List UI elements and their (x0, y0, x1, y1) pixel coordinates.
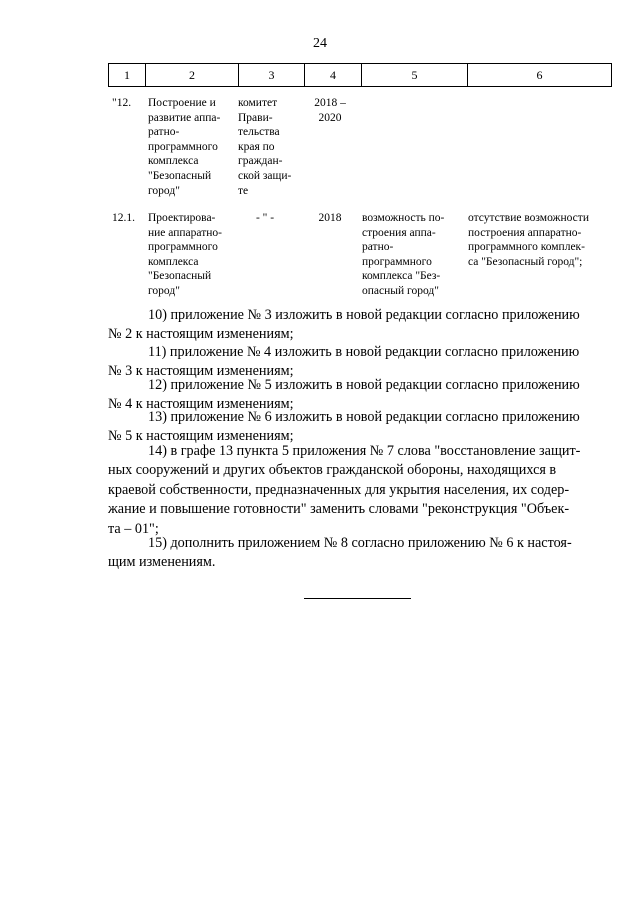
measure-name: Построение и развитие аппа- ратно- программного комплекса "Безопасный город" (148, 97, 221, 197)
period: 2018 – 2020 (314, 97, 346, 124)
column-number-1: 1 (109, 64, 146, 87)
measure-name: Проектирова- ние аппаратно- программного комплекса "Безопасный город" (148, 212, 222, 297)
executor: - " - (255, 212, 275, 224)
column-number-2: 2 (146, 64, 239, 87)
paragraph-10 (108, 306, 611, 345)
row-number: "12. (112, 97, 132, 109)
column-number-6: 6 (468, 64, 612, 87)
text-line: № 2 к настоящим изменениям; (108, 326, 294, 343)
text-line: краевой собственности, предназначенных для укрытия населения, их содер- (108, 481, 570, 498)
paragraph-14 (108, 442, 611, 539)
column-number-4: 4 (305, 64, 362, 87)
text-line: жание и повышение готовности" заменить словами "реконструкция "Объек- (108, 501, 570, 518)
column-number-5: 5 (362, 64, 468, 87)
text-line: № 3 к настоящим изменениям; (108, 363, 294, 380)
consequence: отсутствие возможности построения аппаратно- программного комплек- са "Безопасный город"; (468, 212, 589, 268)
text-line: 13) приложение № 6 изложить в новой редакции согласно приложению (148, 409, 580, 425)
text-line: 15) дополнить приложением № 8 согласно приложению № 6 к настоя- (148, 535, 572, 551)
text-line: № 4 к настоящим изменениям; (108, 396, 294, 413)
text-line: 12) приложение № 5 изложить в новой редакции согласно приложению (148, 377, 580, 393)
page-number: 24 (313, 36, 327, 51)
period: 2018 (318, 212, 342, 224)
executor: комитет Прави- тельства края по граждан- ской защи- те (238, 97, 292, 197)
text-line: 11) приложение № 4 изложить в новой редакции согласно приложению (148, 344, 580, 360)
text-line: 14) в графе 13 пункта 5 приложения № 7 слова "восстановление защит- (148, 443, 581, 459)
paragraph-13 (108, 408, 611, 447)
paragraph-15 (108, 534, 611, 573)
row-number: 12.1. (112, 212, 135, 224)
table-header (108, 63, 612, 87)
expected-result: возможность по- строения аппа- ратно- программного комплекса "Без- опасный город" (362, 212, 445, 297)
text-line: 10) приложение № 3 изложить в новой редакции согласно приложению (148, 307, 580, 323)
text-line: ных сооружений и других объектов гражданской обороны, находящихся в (108, 462, 557, 479)
closing-rule (304, 598, 411, 599)
text-line: № 5 к настоящим изменениям; (108, 428, 294, 445)
text-line: та – 01"; (108, 520, 159, 537)
text-line: щим изменениям. (108, 554, 216, 571)
column-number-3: 3 (239, 64, 305, 87)
